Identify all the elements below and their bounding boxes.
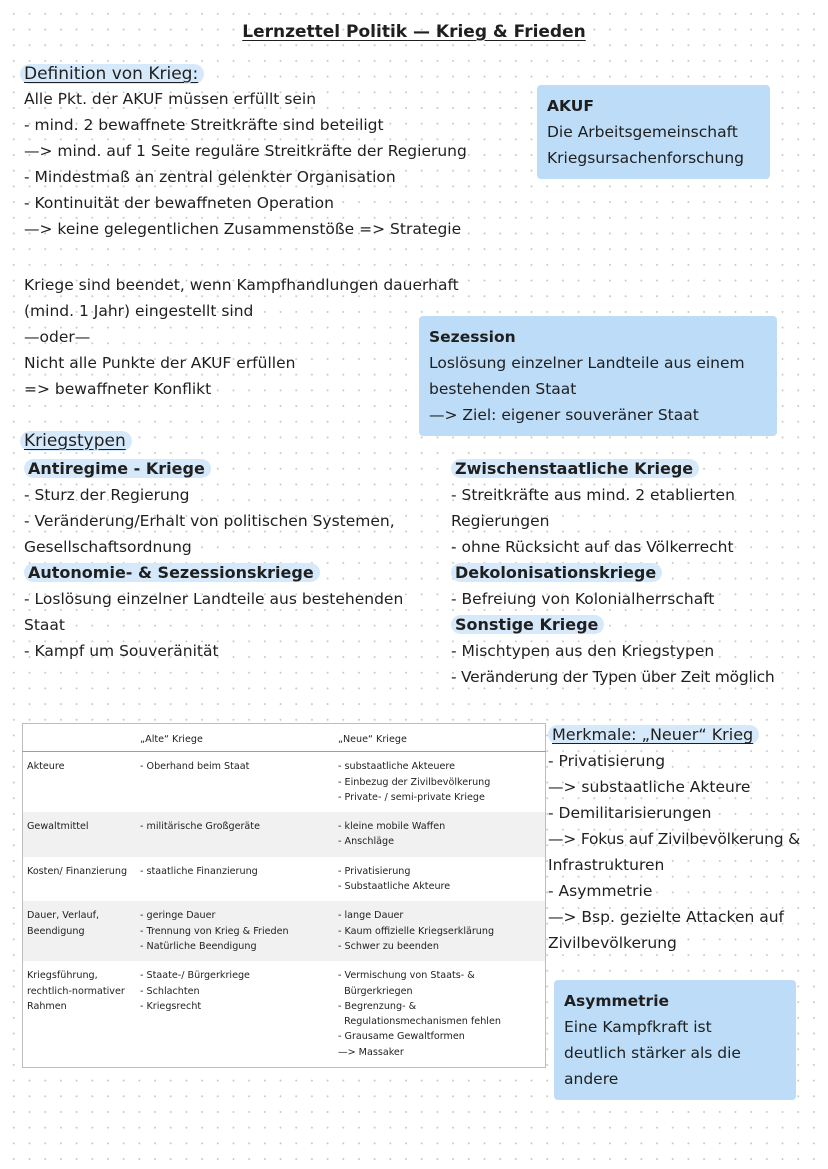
war-end-section <box>24 272 459 402</box>
new-war-item: - Anschläge <box>338 836 395 848</box>
new-war-item: - Schwer zu beenden <box>338 940 439 952</box>
asymmetrie-box-line: deutlich stärker als die <box>564 1044 741 1062</box>
table-header-cell: „Neue“ Kriege <box>334 724 546 752</box>
sezession-box-line: —> Ziel: eigener souveräner Staat <box>429 406 699 424</box>
zwischenstaatlich-line: - ohne Rücksicht auf das Völkerrecht <box>451 538 734 556</box>
row-label: Gewaltmittel <box>23 812 137 857</box>
definition-heading: Definition von Krieg: <box>20 64 204 84</box>
sezession-info-box <box>419 316 777 436</box>
new-war-item: - Privatisierung <box>338 865 411 877</box>
sezession-box-line: bestehenden Staat <box>429 380 577 398</box>
new-war-item: Regulationsmechanismen fehlen <box>338 1016 501 1028</box>
merkmale-line: Infrastrukturen <box>548 856 665 874</box>
antiregime-line: Gesellschaftsordnung <box>24 538 192 556</box>
merkmale-section <box>548 722 823 956</box>
row-label: Dauer, Verlauf, Beendigung <box>23 901 137 961</box>
asymmetrie-box-line: andere <box>564 1070 619 1088</box>
definition-section <box>20 64 467 242</box>
old-war-item: - Schlachten <box>140 985 200 997</box>
kriegstypen-left-column <box>24 456 434 664</box>
merkmale-line: - Asymmetrie <box>548 882 653 900</box>
dekolonisation-line: - Befreiung von Kolonialherrschaft <box>451 590 715 608</box>
war-end-line: Kriege sind beendet, wenn Kampfhandlungen dauerhaft <box>24 276 459 294</box>
old-war-item: - Oberhand beim Staat <box>140 761 250 773</box>
table-header-cell <box>23 724 137 752</box>
merkmale-line: Zivilbevölkerung <box>548 934 677 952</box>
new-war-item: - Begrenzung- & <box>338 1000 417 1012</box>
definition-line: Alle Pkt. der AKUF müssen erfüllt sein <box>24 90 317 108</box>
new-war-item: - Grausame Gewaltformen <box>338 1031 465 1043</box>
old-war-item: - Trennung von Krieg & Frieden <box>140 925 289 937</box>
new-war-item: - Vermischung von Staats- & <box>338 970 475 982</box>
autonomie-title: Autonomie- & Sezessionskriege <box>24 563 320 582</box>
old-war-item: - Staate-/ Bürgerkriege <box>140 970 250 982</box>
merkmale-heading: Merkmale: „Neuer“ Krieg <box>548 725 759 744</box>
definition-line: - mind. 2 bewaffnete Streitkräfte sind beteiligt <box>24 116 384 134</box>
merkmale-line: - Privatisierung <box>548 752 666 770</box>
definition-line: - Mindestmaß an zentral gelenkter Organisation <box>24 168 396 186</box>
dekolonisation-title: Dekolonisationskriege <box>451 563 662 582</box>
akuf-box-title: AKUF <box>547 97 594 115</box>
sonstige-title: Sonstige Kriege <box>451 615 604 634</box>
akuf-box-line: Die Arbeitsgemeinschaft <box>547 123 738 141</box>
sezession-box-line: Loslösung einzelner Landteile aus einem <box>429 354 745 372</box>
merkmale-line: —> Fokus auf Zivilbevölkerung & <box>548 830 800 848</box>
kriegstypen-right-column <box>451 456 821 690</box>
war-end-line: —oder— <box>24 328 91 346</box>
autonomie-line: Staat <box>24 616 65 634</box>
comparison-table <box>22 723 546 1068</box>
merkmale-line: - Demilitarisierungen <box>548 804 712 822</box>
merkmale-line: —> substaatliche Akteure <box>548 778 751 796</box>
new-war-item: Bürgerkriegen <box>338 985 413 997</box>
new-war-item: —> Massaker <box>338 1046 404 1058</box>
asymmetrie-box-line: Eine Kampfkraft ist <box>564 1018 712 1036</box>
new-war-item: - substaatliche Akteuere <box>338 761 455 773</box>
definition-line: —> mind. auf 1 Seite reguläre Streitkräfte der Regierung <box>24 142 467 160</box>
row-label: Kosten/ Finanzierung <box>27 865 128 877</box>
row-label: Kriegsführung, rechtlich-normativer Rahmen <box>27 970 125 1012</box>
sonstige-line: - Mischtypen aus den Kriegstypen <box>451 642 715 660</box>
new-war-item: - kleine mobile Waffen <box>338 821 446 833</box>
zwischenstaatlich-title: Zwischenstaatliche Kriege <box>451 459 699 478</box>
new-war-item: - lange Dauer <box>338 910 404 922</box>
akuf-info-box <box>537 85 770 179</box>
old-war-item: - militärische Großgeräte <box>140 821 260 833</box>
new-war-item: - Kaum offizielle Kriegserklärung <box>338 925 495 937</box>
page-title: Lernzettel Politik — Krieg & Frieden <box>242 22 586 42</box>
definition-line: - Kontinuität der bewaffneten Operation <box>24 194 334 212</box>
row-label: Akteure <box>27 761 65 773</box>
old-war-item: - staatliche Finanzierung <box>140 865 258 877</box>
table-row <box>23 812 546 857</box>
new-war-item: - Substaatliche Akteure <box>338 881 451 893</box>
antiregime-line: - Veränderung/Erhalt von politischen Systemen, <box>24 512 395 530</box>
zwischenstaatlich-line: Regierungen <box>451 512 550 530</box>
asymmetrie-info-box <box>554 980 796 1100</box>
war-end-line: (mind. 1 Jahr) eingestellt sind <box>24 302 254 320</box>
table-header-cell: „Alte“ Kriege <box>136 724 334 752</box>
table-row <box>23 857 546 902</box>
antiregime-line: - Sturz der Regierung <box>24 486 190 504</box>
definition-line: —> keine gelegentlichen Zusammenstöße => Strategie <box>24 220 462 238</box>
kriegstypen-heading: Kriegstypen <box>20 431 132 451</box>
comparison-table-wrap <box>22 723 546 1068</box>
table-row <box>23 961 546 1067</box>
antiregime-title: Antiregime - Kriege <box>24 459 211 478</box>
table-row <box>23 901 546 961</box>
new-war-item: - Private- / semi-private Kriege <box>338 791 485 803</box>
old-war-item: - Natürliche Beendigung <box>140 940 257 952</box>
sonstige-line: - Veränderung der Typen über Zeit möglich <box>451 668 775 686</box>
akuf-box-line: Kriegsursachenforschung <box>547 149 744 167</box>
asymmetrie-box-title: Asymmetrie <box>564 992 670 1010</box>
autonomie-line: - Kampf um Souveränität <box>24 642 219 660</box>
table-row <box>23 752 546 812</box>
war-end-line: => bewaffneter Konflikt <box>24 380 212 398</box>
autonomie-line: - Loslösung einzelner Landteile aus bestehenden <box>24 590 404 608</box>
new-war-item: - Einbezug der Zivilbevölkerung <box>338 776 491 788</box>
old-war-item: - geringe Dauer <box>140 910 216 922</box>
merkmale-line: —> Bsp. gezielte Attacken auf <box>548 908 785 926</box>
zwischenstaatlich-line: - Streitkräfte aus mind. 2 etablierten <box>451 486 735 504</box>
war-end-line: Nicht alle Punkte der AKUF erfüllen <box>24 354 296 372</box>
old-war-item: - Kriegsrecht <box>140 1000 202 1012</box>
sezession-box-title: Sezession <box>429 328 516 346</box>
kriegstypen-heading-wrap <box>20 431 132 451</box>
table-header-row <box>23 724 546 752</box>
